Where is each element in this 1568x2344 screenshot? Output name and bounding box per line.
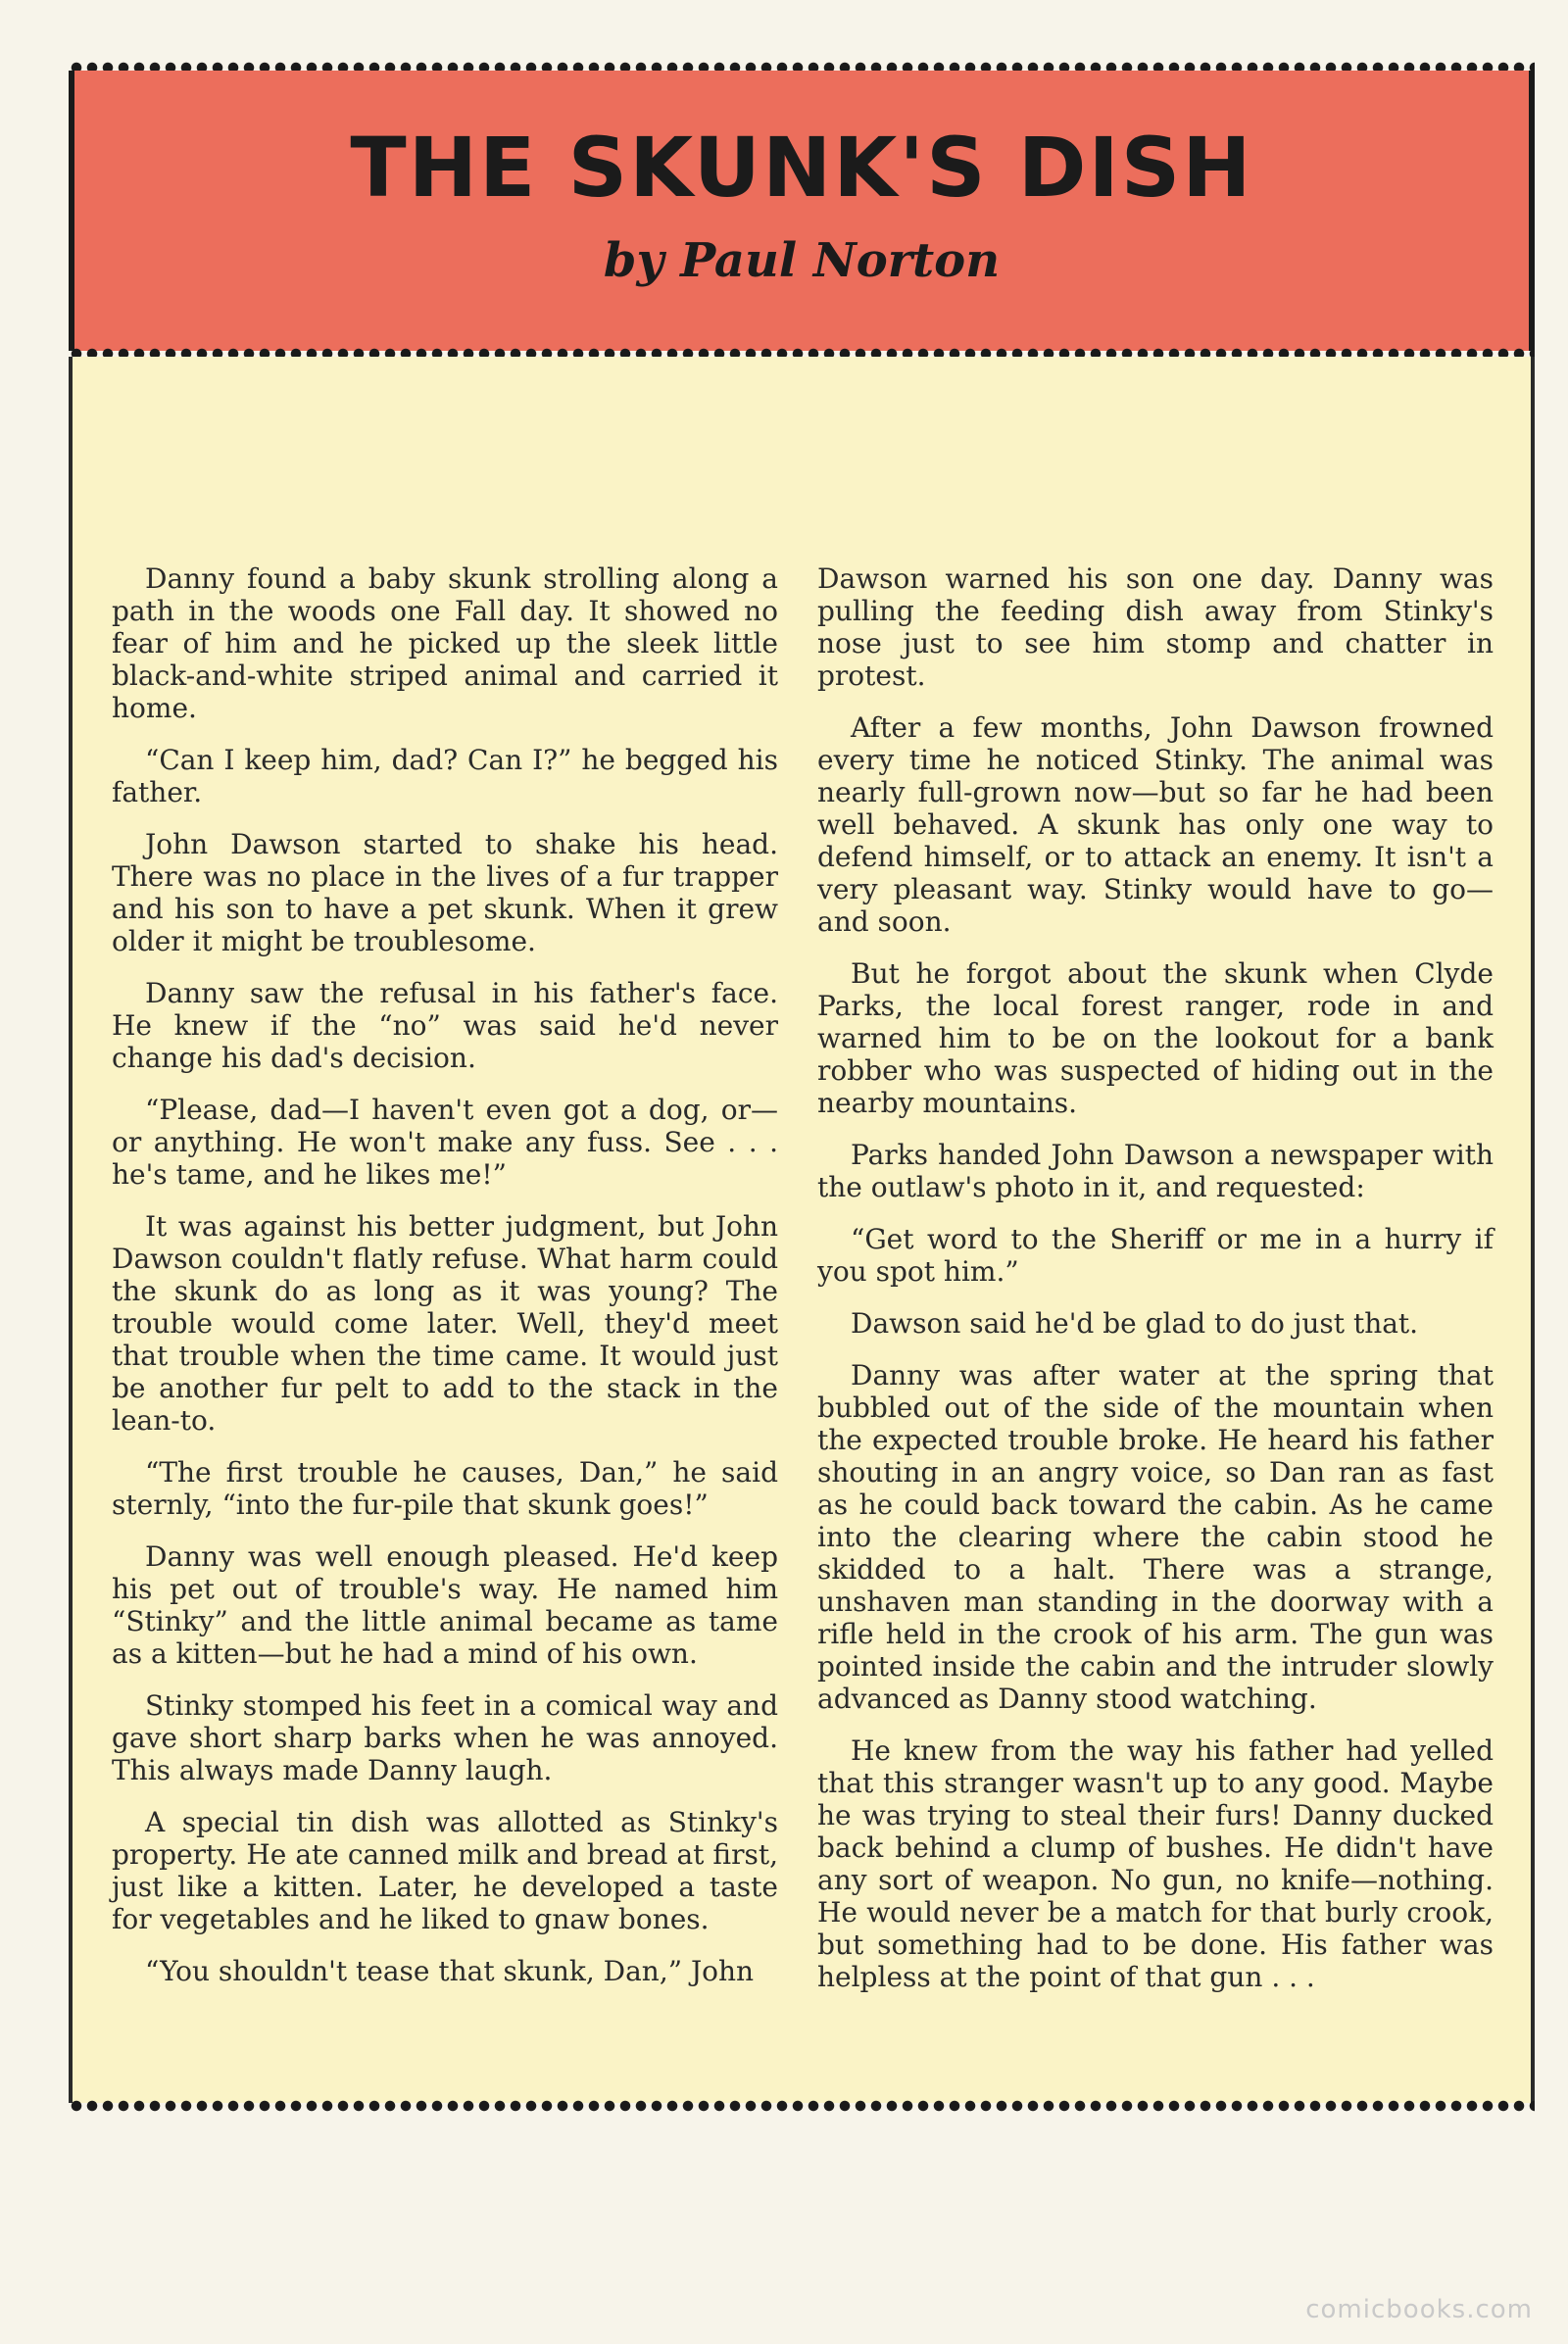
- paragraph: Dawson said he'd be glad to do just that.: [851, 1307, 1419, 1340]
- bottom-scallop-border: [69, 2097, 1535, 2115]
- right-column: [817, 562, 1494, 2013]
- paragraph: A special tin dish was allotted as Stinky's property. He ate canned milk and bread at first, just like a kitten. Later, he developed a taste for vegetables and he liked to gnaw bones.: [112, 1806, 778, 1935]
- paragraph: Parks handed John Dawson a newspaper with the outlaw's photo in it, and requested:: [817, 1139, 1494, 1203]
- paragraph: “Can I keep him, dad? Can I?” he begged his father.: [112, 744, 778, 808]
- title-banner: [69, 71, 1535, 351]
- story-title: THE SKUNK'S DISH: [350, 120, 1253, 216]
- paragraph: Danny saw the refusal in his father's face. He knew if the “no” was said he'd never change his dad's decision.: [112, 977, 778, 1074]
- story-text-panel: [69, 357, 1535, 2103]
- paragraph: “Get word to the Sheriff or me in a hurry if you spot him.”: [817, 1223, 1494, 1288]
- paragraph: It was against his better judgment, but John Dawson couldn't flatly refuse. What harm could the skunk do as long as it was young? The trouble would come later. Well, they'd meet that trouble when the time came. It would just be another fur pelt to add to the stack in the lean-to.: [112, 1210, 778, 1437]
- paragraph: “Please, dad—I haven't even got a dog, or—or anything. He won't make any fuss. See . . . he's tame, and he likes me!”: [112, 1094, 778, 1191]
- story-byline: by Paul Norton: [603, 233, 1001, 288]
- site-watermark: comicbooks.com: [1305, 2295, 1533, 2324]
- paragraph: He knew from the way his father had yelled that this stranger wasn't up to any good. Maybe he was trying to steal their furs! Danny ducked back behind a clump of bushes. He didn't have any sort of weapon. No gun, no knife—nothing. He would never be a match for that burly crook, but something had to be done. His father was helpless at the point of that gun . . .: [817, 1734, 1494, 1993]
- paragraph: Danny was after water at the spring that bubbled out of the side of the mountain when the expected trouble broke. He heard his father shouting in an angry voice, so Dan ran as fast as he could back toward the cabin. As he came into the clearing where the cabin stood he skidded to a halt. There was a strange, unshaven man standing in the doorway with a rifle held in the crook of his arm. The gun was pointed inside the cabin and the intruder slowly advanced as Danny stood watching.: [817, 1359, 1494, 1715]
- paragraph: John Dawson started to shake his head. There was no place in the lives of a fur trapper and his son to have a pet skunk. When it grew older it might be troublesome.: [112, 828, 778, 957]
- paragraph: Stinky stomped his feet in a comical way and gave short sharp barks when he was annoyed. This always made Danny laugh.: [112, 1689, 778, 1786]
- story-page: [69, 59, 1535, 2117]
- paragraph: “You shouldn't tease that skunk, Dan,” John: [145, 1955, 755, 1987]
- paragraph: But he forgot about the skunk when Clyde Parks, the local forest ranger, rode in and warned him to be on the lookout for a bank robber who was suspected of hiding out in the nearby mountains.: [817, 957, 1494, 1119]
- paragraph-continuation: Dawson warned his son one day. Danny was pulling the feeding dish away from Stinky's nose just to see him stomp and chatter in protest.: [817, 562, 1494, 692]
- paragraph: Danny was well enough pleased. He'd keep his pet out of trouble's way. He named him “Stinky” and the little animal became as tame as a kitten—but he had a mind of his own.: [112, 1540, 778, 1670]
- paragraph: After a few months, John Dawson frowned every time he noticed Stinky. The animal was nearly full-grown now—but so far he had been well behaved. A skunk has only one way to defend himself, or to attack an enemy. It isn't a very pleasant way. Stinky would have to go—and soon.: [817, 711, 1494, 938]
- paragraph: “The first trouble he causes, Dan,” he said sternly, “into the fur-pile that skunk goes!”: [112, 1456, 778, 1521]
- left-column: [112, 562, 778, 2007]
- paragraph: Danny found a baby skunk strolling along a path in the woods one Fall day. It showed no fear of him and he picked up the sleek little black-and-white striped animal and carried it home.: [112, 562, 778, 724]
